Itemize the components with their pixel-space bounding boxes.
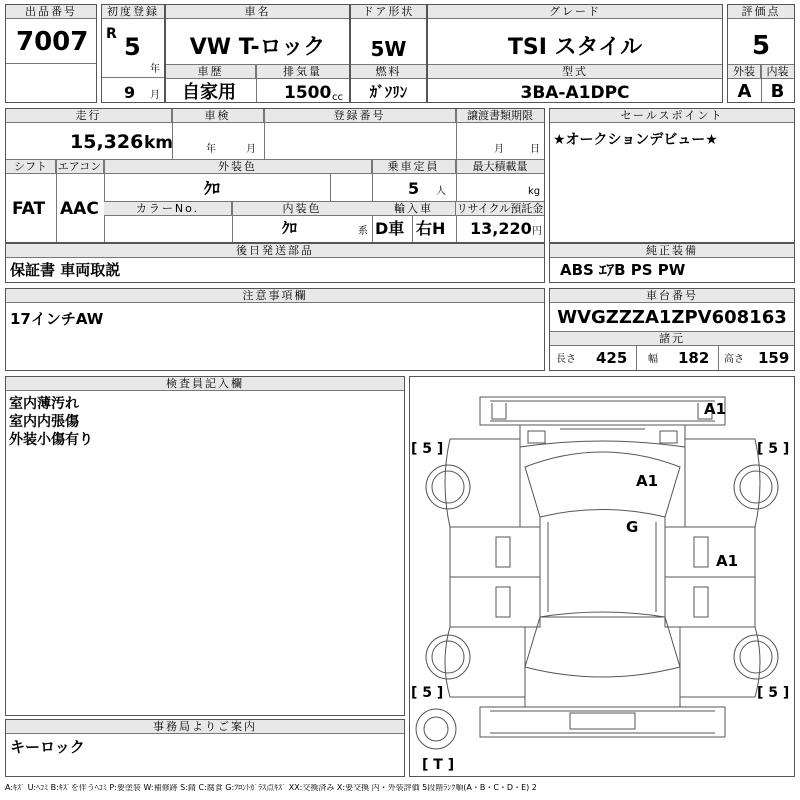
score-value: 5: [751, 31, 771, 61]
door-label: ドア形状: [351, 5, 426, 19]
history-value: 自家用: [182, 82, 236, 103]
notes-box: [5, 288, 545, 371]
car-name-box: [165, 4, 350, 103]
spare-tire-rating: [ T ]: [422, 757, 455, 773]
inspection-month-unit: 月: [246, 144, 256, 155]
inspection-year-unit: 年: [206, 144, 216, 155]
int-color-value: ｸﾛ: [282, 219, 298, 237]
damage-mark: G: [626, 518, 639, 536]
score-label: 評価点: [728, 5, 794, 19]
aircon-value: AAC: [60, 199, 99, 219]
interior-score-value: B: [770, 81, 785, 102]
first-registration-box: [101, 4, 165, 103]
fuel-label: 燃料: [351, 65, 426, 79]
tire-rating: [ 5 ]: [411, 685, 444, 701]
length-label: 長さ: [556, 354, 576, 365]
inspector-line: 外装小傷有り: [9, 432, 93, 448]
length-value: 425: [596, 349, 628, 367]
vehicle-detail-box: [5, 108, 545, 243]
fuel-value: ｶﾞｿﾘﾝ: [369, 83, 408, 101]
sales-point-box: [549, 108, 795, 243]
notes-value: 17インチAW: [10, 310, 104, 328]
displacement-unit: cc: [332, 92, 343, 103]
equipment-box: [549, 243, 795, 283]
later-parts-box: [5, 243, 545, 283]
tire-rating: [ 5 ]: [757, 441, 790, 457]
shift-value: FAT: [12, 199, 46, 219]
damage-mark: A1: [636, 472, 659, 490]
later-parts-label: 後日発送部品: [6, 244, 544, 258]
height-label: 高さ: [724, 354, 744, 365]
width-value: 182: [678, 349, 710, 367]
import-value-2: 右H: [416, 219, 446, 238]
color-no-label: カラーNo.: [104, 202, 232, 216]
sales-point-value: ★オークションデビュー★: [553, 132, 718, 148]
office-box: [5, 719, 405, 777]
notes-label: 注意事項欄: [6, 289, 544, 303]
exterior-score-value: A: [737, 81, 752, 102]
month-unit: 月: [150, 90, 160, 101]
aircon-label: エアコン: [56, 160, 104, 174]
height-value: 159: [758, 349, 790, 367]
car-name-value: VW T-ロック: [189, 35, 326, 60]
equipment-value: ABS ｴｱB PS PW: [560, 261, 686, 279]
mileage-unit: km: [144, 133, 174, 153]
first-registration-year: 5: [124, 33, 141, 61]
ext-color-label: 外装色: [104, 160, 372, 174]
damage-mark: A1: [704, 400, 727, 418]
lot-number-value: 7007: [16, 27, 89, 57]
recycle-unit: 円: [532, 226, 542, 237]
int-color-label: 内装色: [232, 202, 372, 216]
first-registration-era: R: [106, 26, 117, 42]
displacement-label: 排気量: [256, 65, 349, 79]
door-box: [350, 4, 427, 103]
score-box: [727, 4, 795, 103]
recycle-value: 13,220: [470, 219, 532, 238]
office-value: キーロック: [10, 738, 85, 756]
mileage-value: 15,326: [70, 131, 144, 153]
grade-label: グレード: [428, 5, 722, 19]
capacity-value: 5: [408, 179, 420, 198]
first-registration-month: 9: [124, 83, 136, 102]
mileage-label: 走行: [6, 109, 172, 123]
int-color-suffix: 系: [358, 226, 368, 237]
import-value-1: D車: [375, 219, 405, 238]
lot-number-label: 出品番号: [6, 5, 96, 19]
interior-score-label: 内装: [761, 65, 794, 79]
displacement-value: 1500: [284, 83, 332, 103]
transfer-day-unit: 日: [530, 144, 540, 155]
history-label: 車歴: [166, 65, 256, 79]
chassis-label: 車台番号: [550, 289, 794, 303]
inspection-label: 車検: [172, 109, 264, 123]
later-parts-value: 保証書 車両取説: [10, 261, 121, 279]
damage-mark: A1: [716, 552, 739, 570]
inspector-line: 室内薄汚れ: [9, 396, 79, 412]
sales-point-label: セールスポイント: [550, 109, 794, 123]
max-load-unit: kg: [528, 186, 541, 197]
transfer-label: 譲渡書類期限: [456, 109, 544, 123]
shift-label: シフト: [6, 160, 56, 174]
lot-number-box: [5, 4, 97, 103]
transfer-month-unit: 月: [494, 144, 504, 155]
first-registration-label: 初度登録: [102, 5, 164, 19]
car-diagram: [409, 376, 795, 777]
inspector-box: [5, 376, 405, 716]
tire-rating: [ 5 ]: [757, 685, 790, 701]
import-label: 輸入車: [372, 202, 456, 216]
capacity-unit: 人: [436, 186, 446, 197]
capacity-label: 乗車定員: [372, 160, 456, 174]
recycle-label: リサイクル預託金: [456, 202, 544, 215]
model-label: 型式: [428, 65, 722, 79]
car-outline: [410, 377, 794, 776]
office-label: 事務局よりご案内: [6, 720, 404, 734]
inspector-label: 検査員記入欄: [6, 377, 404, 391]
car-name-label: 車名: [166, 5, 349, 19]
door-value: 5W: [370, 37, 407, 61]
grade-box: [427, 4, 723, 103]
inspector-line: 室内内張傷: [9, 414, 79, 430]
ext-color-value: ｸﾛ: [204, 179, 221, 198]
specs-label: 諸元: [550, 332, 794, 346]
equipment-label: 純正装備: [550, 244, 794, 258]
exterior-score-label: 外装: [728, 65, 761, 79]
max-load-label: 最大積載量: [456, 160, 544, 174]
reg-number-label: 登録番号: [264, 109, 456, 123]
year-unit: 年: [150, 64, 160, 75]
legend: A:ｷｽﾞ U:ﾍｺﾐ B:ｷｽﾞを伴うﾍｺﾐ P:要塗装 W:補修跡 S:錆 C:腐食 G:ﾌﾛﾝﾄｶﾞﾗｽ点ｷｽﾞ XX:交換済み X:要交換 内・外装評価 5段階ﾗﾝｸ順(A・B・C・D・E) 2: [5, 784, 537, 792]
chassis-value: WVGZZZA1ZPV608163: [557, 307, 787, 328]
tire-rating: [ 5 ]: [411, 441, 444, 457]
model-value: 3BA-A1DPC: [520, 83, 630, 103]
chassis-box: [549, 288, 795, 371]
grade-value: TSI スタイル: [507, 35, 643, 60]
width-label: 幅: [648, 354, 658, 365]
